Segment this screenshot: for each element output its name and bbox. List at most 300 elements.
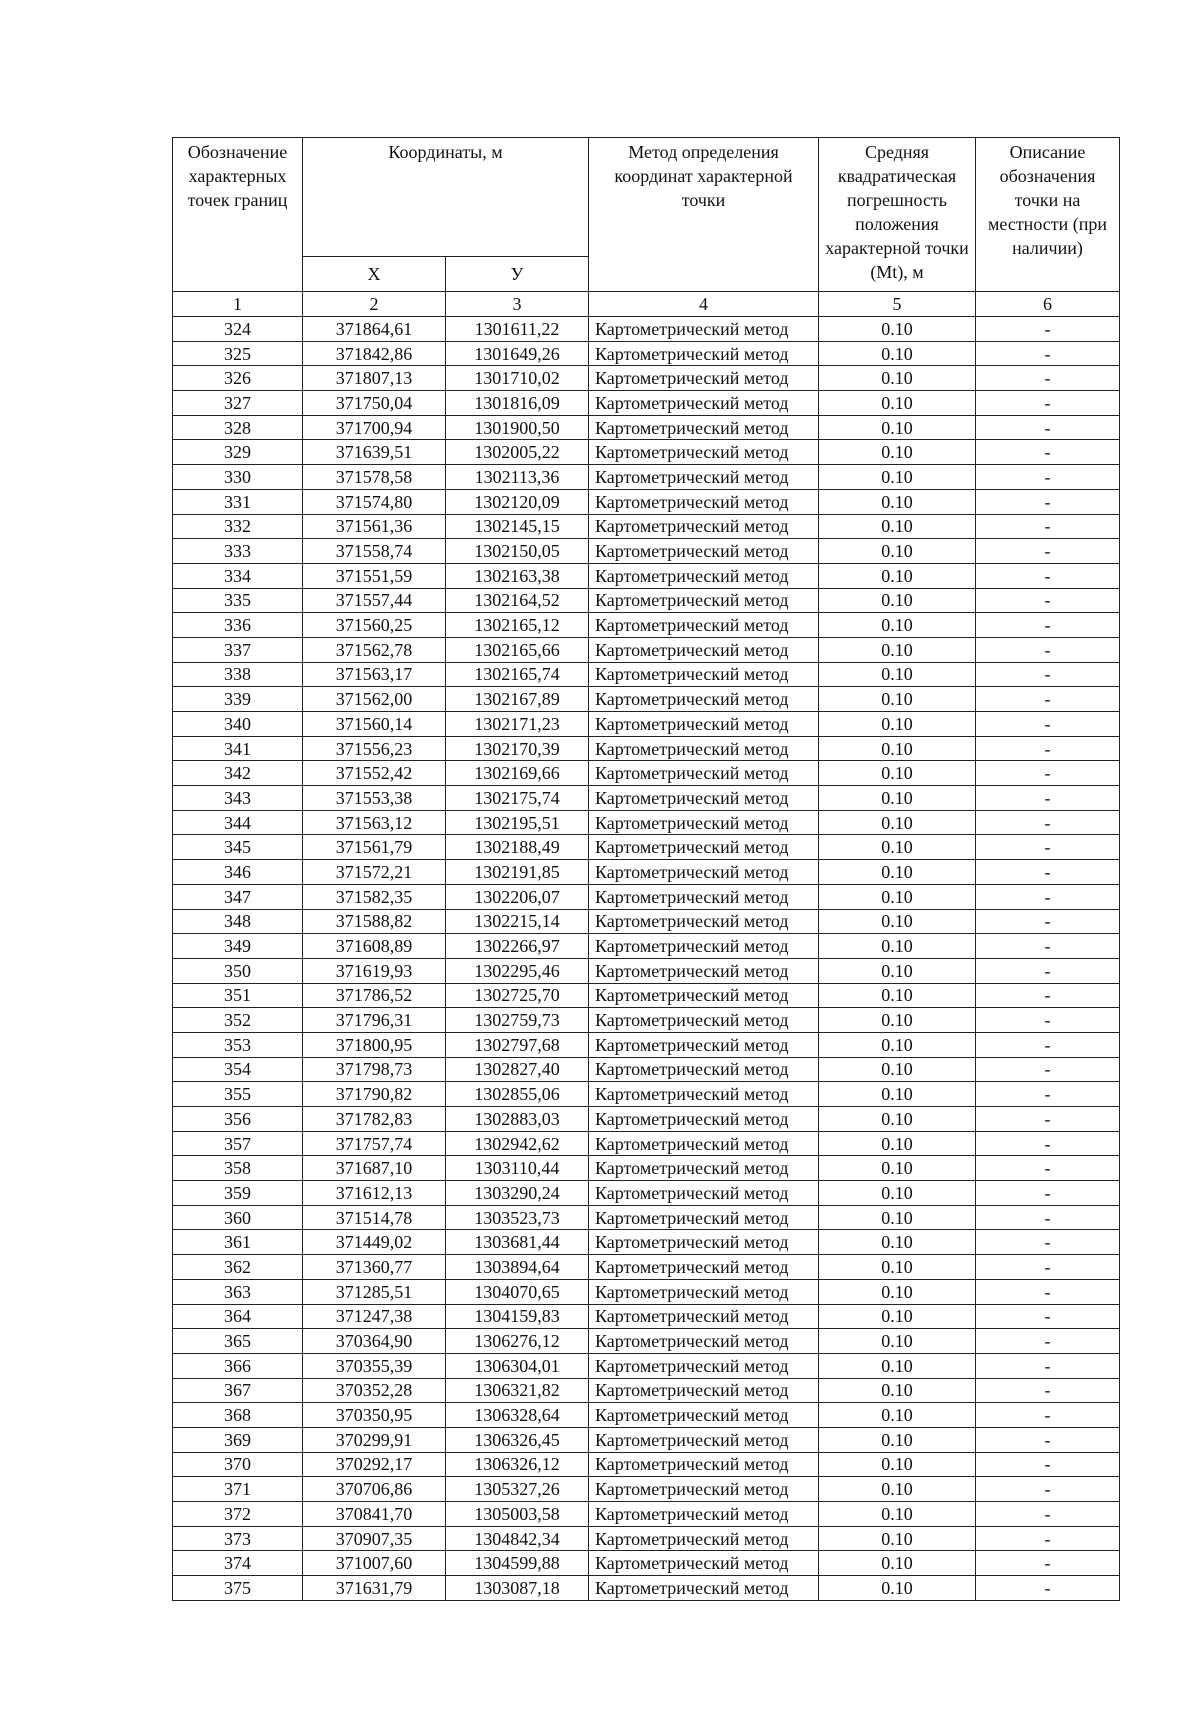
- x-coordinate-cell: 371800,95: [303, 1032, 446, 1057]
- y-coordinate-cell: 1302855,06: [446, 1082, 589, 1107]
- table-row: [173, 1502, 1120, 1527]
- column-number-row: [173, 292, 1120, 317]
- point-number-cell: 327: [173, 391, 303, 416]
- table-row: [173, 539, 1120, 564]
- x-coordinate-cell: 371562,00: [303, 687, 446, 712]
- error-cell: 0.10: [819, 1082, 976, 1107]
- error-cell: 0.10: [819, 440, 976, 465]
- y-coordinate-cell: 1301710,02: [446, 366, 589, 391]
- table-row: [173, 366, 1120, 391]
- error-cell: 0.10: [819, 1304, 976, 1329]
- point-number-cell: 362: [173, 1255, 303, 1280]
- x-coordinate-cell: 370706,86: [303, 1477, 446, 1502]
- point-number-cell: 334: [173, 563, 303, 588]
- error-cell: 0.10: [819, 1255, 976, 1280]
- y-coordinate-cell: 1302266,97: [446, 934, 589, 959]
- x-coordinate-cell: 371619,93: [303, 958, 446, 983]
- description-cell: -: [976, 1502, 1120, 1527]
- description-cell: -: [976, 860, 1120, 885]
- header-error: [819, 138, 976, 292]
- table-row: [173, 884, 1120, 909]
- x-coordinate-cell: 371560,14: [303, 712, 446, 737]
- table-row: [173, 1205, 1120, 1230]
- y-coordinate-cell: 1302206,07: [446, 884, 589, 909]
- point-number-cell: 364: [173, 1304, 303, 1329]
- table-row: [173, 810, 1120, 835]
- table-row: [173, 1551, 1120, 1576]
- x-coordinate-cell: 371700,94: [303, 415, 446, 440]
- error-cell: 0.10: [819, 465, 976, 490]
- y-coordinate-cell: 1303523,73: [446, 1205, 589, 1230]
- x-coordinate-cell: 371561,79: [303, 835, 446, 860]
- description-cell: -: [976, 1304, 1120, 1329]
- table-row: [173, 1403, 1120, 1428]
- header-coordinates-label: Координаты, м: [388, 142, 503, 162]
- description-cell: -: [976, 637, 1120, 662]
- error-cell: 0.10: [819, 415, 976, 440]
- error-cell: 0.10: [819, 860, 976, 885]
- description-cell: -: [976, 736, 1120, 761]
- y-coordinate-cell: 1304599,88: [446, 1551, 589, 1576]
- table-row: [173, 736, 1120, 761]
- error-cell: 0.10: [819, 514, 976, 539]
- error-cell: 0.10: [819, 934, 976, 959]
- header-description-label: Описание обозначения точки на местности (при наличии): [988, 142, 1108, 258]
- description-cell: -: [976, 909, 1120, 934]
- x-coordinate-cell: 371757,74: [303, 1131, 446, 1156]
- description-cell: -: [976, 391, 1120, 416]
- point-number-cell: 356: [173, 1107, 303, 1132]
- method-cell: Картометрический метод: [589, 884, 819, 909]
- description-cell: -: [976, 563, 1120, 588]
- y-coordinate-cell: 1302759,73: [446, 1008, 589, 1033]
- description-cell: -: [976, 1156, 1120, 1181]
- table-row: [173, 934, 1120, 959]
- table-row: [173, 1526, 1120, 1551]
- description-cell: -: [976, 588, 1120, 613]
- method-cell: Картометрический метод: [589, 1230, 819, 1255]
- x-coordinate-cell: 370350,95: [303, 1403, 446, 1428]
- point-number-cell: 349: [173, 934, 303, 959]
- coordinates-table: [172, 137, 1120, 1601]
- x-coordinate-cell: 371796,31: [303, 1008, 446, 1033]
- table-row: [173, 637, 1120, 662]
- y-coordinate-cell: 1302797,68: [446, 1032, 589, 1057]
- y-coordinate-cell: 1302188,49: [446, 835, 589, 860]
- x-coordinate-cell: 371449,02: [303, 1230, 446, 1255]
- table-row: [173, 1156, 1120, 1181]
- y-coordinate-cell: 1302169,66: [446, 761, 589, 786]
- table-row: [173, 1452, 1120, 1477]
- point-number-cell: 330: [173, 465, 303, 490]
- method-cell: Картометрический метод: [589, 835, 819, 860]
- error-cell: 0.10: [819, 1329, 976, 1354]
- y-coordinate-cell: 1302827,40: [446, 1057, 589, 1082]
- y-coordinate-cell: 1302167,89: [446, 687, 589, 712]
- error-cell: 0.10: [819, 786, 976, 811]
- table-row: [173, 1107, 1120, 1132]
- error-cell: 0.10: [819, 489, 976, 514]
- header-coordinates: [303, 138, 589, 257]
- method-cell: Картометрический метод: [589, 1427, 819, 1452]
- x-coordinate-cell: 371798,73: [303, 1057, 446, 1082]
- x-coordinate-cell: 371561,36: [303, 514, 446, 539]
- column-number: 5: [819, 292, 976, 317]
- header-method: [589, 138, 819, 292]
- table-row: [173, 514, 1120, 539]
- y-coordinate-cell: 1302942,62: [446, 1131, 589, 1156]
- point-number-cell: 344: [173, 810, 303, 835]
- header-y: У: [446, 257, 589, 292]
- description-cell: -: [976, 1576, 1120, 1601]
- description-cell: -: [976, 465, 1120, 490]
- error-cell: 0.10: [819, 909, 976, 934]
- table-row: [173, 662, 1120, 687]
- error-cell: 0.10: [819, 1205, 976, 1230]
- description-cell: -: [976, 1378, 1120, 1403]
- method-cell: Картометрический метод: [589, 687, 819, 712]
- y-coordinate-cell: 1302883,03: [446, 1107, 589, 1132]
- error-cell: 0.10: [819, 341, 976, 366]
- error-cell: 0.10: [819, 366, 976, 391]
- point-number-cell: 358: [173, 1156, 303, 1181]
- table-row: [173, 317, 1120, 342]
- x-coordinate-cell: 371578,58: [303, 465, 446, 490]
- table-row: [173, 1329, 1120, 1354]
- table-row: [173, 613, 1120, 638]
- description-cell: -: [976, 1329, 1120, 1354]
- point-number-cell: 374: [173, 1551, 303, 1576]
- y-coordinate-cell: 1302164,52: [446, 588, 589, 613]
- description-cell: -: [976, 317, 1120, 342]
- description-cell: -: [976, 1526, 1120, 1551]
- y-coordinate-cell: 1306276,12: [446, 1329, 589, 1354]
- y-coordinate-cell: 1302195,51: [446, 810, 589, 835]
- error-cell: 0.10: [819, 958, 976, 983]
- table-body: [173, 317, 1120, 1601]
- error-cell: 0.10: [819, 1131, 976, 1156]
- description-cell: -: [976, 1353, 1120, 1378]
- method-cell: Картометрический метод: [589, 1205, 819, 1230]
- point-number-cell: 342: [173, 761, 303, 786]
- y-coordinate-cell: 1301900,50: [446, 415, 589, 440]
- y-coordinate-cell: 1303681,44: [446, 1230, 589, 1255]
- point-number-cell: 357: [173, 1131, 303, 1156]
- error-cell: 0.10: [819, 1230, 976, 1255]
- table-row: [173, 1255, 1120, 1280]
- method-cell: Картометрический метод: [589, 810, 819, 835]
- method-cell: Картометрический метод: [589, 958, 819, 983]
- error-cell: 0.10: [819, 1526, 976, 1551]
- point-number-cell: 336: [173, 613, 303, 638]
- method-cell: Картометрический метод: [589, 1477, 819, 1502]
- y-coordinate-cell: 1302165,74: [446, 662, 589, 687]
- error-cell: 0.10: [819, 1452, 976, 1477]
- point-number-cell: 325: [173, 341, 303, 366]
- description-cell: -: [976, 786, 1120, 811]
- point-number-cell: 360: [173, 1205, 303, 1230]
- error-cell: 0.10: [819, 1057, 976, 1082]
- error-cell: 0.10: [819, 1576, 976, 1601]
- y-coordinate-cell: 1302171,23: [446, 712, 589, 737]
- x-coordinate-cell: 371687,10: [303, 1156, 446, 1181]
- y-coordinate-cell: 1303290,24: [446, 1181, 589, 1206]
- x-coordinate-cell: 371007,60: [303, 1551, 446, 1576]
- method-cell: Картометрический метод: [589, 736, 819, 761]
- x-coordinate-cell: 371639,51: [303, 440, 446, 465]
- method-cell: Картометрический метод: [589, 983, 819, 1008]
- x-coordinate-cell: 371285,51: [303, 1279, 446, 1304]
- error-cell: 0.10: [819, 1279, 976, 1304]
- description-cell: -: [976, 415, 1120, 440]
- point-number-cell: 339: [173, 687, 303, 712]
- y-coordinate-cell: 1302295,46: [446, 958, 589, 983]
- method-cell: Картометрический метод: [589, 514, 819, 539]
- table-row: [173, 1008, 1120, 1033]
- error-cell: 0.10: [819, 835, 976, 860]
- error-cell: 0.10: [819, 1477, 976, 1502]
- table-row: [173, 687, 1120, 712]
- description-cell: -: [976, 514, 1120, 539]
- point-number-cell: 366: [173, 1353, 303, 1378]
- table-row: [173, 1032, 1120, 1057]
- table-row: [173, 958, 1120, 983]
- table-row: [173, 489, 1120, 514]
- x-coordinate-cell: 371360,77: [303, 1255, 446, 1280]
- point-number-cell: 361: [173, 1230, 303, 1255]
- x-coordinate-cell: 370907,35: [303, 1526, 446, 1551]
- method-cell: Картометрический метод: [589, 391, 819, 416]
- method-cell: Картометрический метод: [589, 489, 819, 514]
- error-cell: 0.10: [819, 613, 976, 638]
- error-cell: 0.10: [819, 761, 976, 786]
- x-coordinate-cell: 371551,59: [303, 563, 446, 588]
- method-cell: Картометрический метод: [589, 317, 819, 342]
- table-row: [173, 1279, 1120, 1304]
- header-description: [976, 138, 1120, 292]
- x-coordinate-cell: 371552,42: [303, 761, 446, 786]
- y-coordinate-cell: 1302215,14: [446, 909, 589, 934]
- point-number-cell: 338: [173, 662, 303, 687]
- table-row: [173, 1082, 1120, 1107]
- point-number-cell: 352: [173, 1008, 303, 1033]
- header-x: X: [303, 257, 446, 292]
- table-row: [173, 563, 1120, 588]
- point-number-cell: 375: [173, 1576, 303, 1601]
- y-coordinate-cell: 1302725,70: [446, 983, 589, 1008]
- header-point-designation: [173, 138, 303, 292]
- point-number-cell: 337: [173, 637, 303, 662]
- y-coordinate-cell: 1304842,34: [446, 1526, 589, 1551]
- y-coordinate-cell: 1302165,66: [446, 637, 589, 662]
- x-coordinate-cell: 371557,44: [303, 588, 446, 613]
- x-coordinate-cell: 371631,79: [303, 1576, 446, 1601]
- x-coordinate-cell: 371790,82: [303, 1082, 446, 1107]
- x-coordinate-cell: 371842,86: [303, 341, 446, 366]
- x-coordinate-cell: 371560,25: [303, 613, 446, 638]
- column-number: 2: [303, 292, 446, 317]
- x-coordinate-cell: 371247,38: [303, 1304, 446, 1329]
- x-coordinate-cell: 370292,17: [303, 1452, 446, 1477]
- description-cell: -: [976, 958, 1120, 983]
- description-cell: -: [976, 1230, 1120, 1255]
- header-method-label: Метод определения координат характерной точки: [614, 142, 793, 210]
- table-row: [173, 1181, 1120, 1206]
- description-cell: -: [976, 613, 1120, 638]
- y-coordinate-cell: 1302170,39: [446, 736, 589, 761]
- method-cell: Картометрический метод: [589, 1329, 819, 1354]
- point-number-cell: 363: [173, 1279, 303, 1304]
- error-cell: 0.10: [819, 637, 976, 662]
- description-cell: -: [976, 712, 1120, 737]
- description-cell: -: [976, 1057, 1120, 1082]
- error-cell: 0.10: [819, 1427, 976, 1452]
- description-cell: -: [976, 810, 1120, 835]
- method-cell: Картометрический метод: [589, 341, 819, 366]
- error-cell: 0.10: [819, 810, 976, 835]
- error-cell: 0.10: [819, 712, 976, 737]
- error-cell: 0.10: [819, 563, 976, 588]
- y-coordinate-cell: 1302150,05: [446, 539, 589, 564]
- point-number-cell: 345: [173, 835, 303, 860]
- error-cell: 0.10: [819, 588, 976, 613]
- point-number-cell: 348: [173, 909, 303, 934]
- y-coordinate-cell: 1303110,44: [446, 1156, 589, 1181]
- description-cell: -: [976, 539, 1120, 564]
- description-cell: -: [976, 489, 1120, 514]
- method-cell: Картометрический метод: [589, 1032, 819, 1057]
- y-coordinate-cell: 1301649,26: [446, 341, 589, 366]
- x-coordinate-cell: 371750,04: [303, 391, 446, 416]
- method-cell: Картометрический метод: [589, 1304, 819, 1329]
- method-cell: Картометрический метод: [589, 1008, 819, 1033]
- point-number-cell: 359: [173, 1181, 303, 1206]
- table-row: [173, 712, 1120, 737]
- method-cell: Картометрический метод: [589, 1131, 819, 1156]
- error-cell: 0.10: [819, 884, 976, 909]
- point-number-cell: 370: [173, 1452, 303, 1477]
- error-cell: 0.10: [819, 1181, 976, 1206]
- y-coordinate-cell: 1306326,12: [446, 1452, 589, 1477]
- error-cell: 0.10: [819, 1032, 976, 1057]
- point-number-cell: 351: [173, 983, 303, 1008]
- error-cell: 0.10: [819, 1502, 976, 1527]
- table-row: [173, 1427, 1120, 1452]
- point-number-cell: 329: [173, 440, 303, 465]
- point-number-cell: 350: [173, 958, 303, 983]
- method-cell: Картометрический метод: [589, 1107, 819, 1132]
- table-row: [173, 391, 1120, 416]
- table-row: [173, 465, 1120, 490]
- error-cell: 0.10: [819, 1551, 976, 1576]
- point-number-cell: 355: [173, 1082, 303, 1107]
- table-row: [173, 835, 1120, 860]
- error-cell: 0.10: [819, 1353, 976, 1378]
- x-coordinate-cell: 371563,17: [303, 662, 446, 687]
- method-cell: Картометрический метод: [589, 1551, 819, 1576]
- point-number-cell: 324: [173, 317, 303, 342]
- method-cell: Картометрический метод: [589, 563, 819, 588]
- method-cell: Картометрический метод: [589, 1279, 819, 1304]
- error-cell: 0.10: [819, 687, 976, 712]
- point-number-cell: 341: [173, 736, 303, 761]
- x-coordinate-cell: 371786,52: [303, 983, 446, 1008]
- method-cell: Картометрический метод: [589, 1403, 819, 1428]
- x-coordinate-cell: 370299,91: [303, 1427, 446, 1452]
- point-number-cell: 367: [173, 1378, 303, 1403]
- table-row: [173, 1230, 1120, 1255]
- error-cell: 0.10: [819, 662, 976, 687]
- x-coordinate-cell: 371574,80: [303, 489, 446, 514]
- y-coordinate-cell: 1305327,26: [446, 1477, 589, 1502]
- method-cell: Картометрический метод: [589, 366, 819, 391]
- table-row: [173, 761, 1120, 786]
- method-cell: Картометрический метод: [589, 588, 819, 613]
- y-coordinate-cell: 1301816,09: [446, 391, 589, 416]
- point-number-cell: 369: [173, 1427, 303, 1452]
- method-cell: Картометрический метод: [589, 539, 819, 564]
- x-coordinate-cell: 370352,28: [303, 1378, 446, 1403]
- point-number-cell: 326: [173, 366, 303, 391]
- method-cell: Картометрический метод: [589, 934, 819, 959]
- method-cell: Картометрический метод: [589, 1526, 819, 1551]
- method-cell: Картометрический метод: [589, 1576, 819, 1601]
- point-number-cell: 328: [173, 415, 303, 440]
- header-point-designation-label: Обозначение характерных точек границ: [187, 142, 288, 210]
- x-coordinate-cell: 371864,61: [303, 317, 446, 342]
- x-coordinate-cell: 371582,35: [303, 884, 446, 909]
- error-cell: 0.10: [819, 1107, 976, 1132]
- table-row: [173, 786, 1120, 811]
- description-cell: -: [976, 1279, 1120, 1304]
- point-number-cell: 365: [173, 1329, 303, 1354]
- method-cell: Картометрический метод: [589, 786, 819, 811]
- table-row: [173, 1378, 1120, 1403]
- description-cell: -: [976, 1032, 1120, 1057]
- point-number-cell: 331: [173, 489, 303, 514]
- description-cell: -: [976, 1082, 1120, 1107]
- method-cell: Картометрический метод: [589, 465, 819, 490]
- error-cell: 0.10: [819, 1378, 976, 1403]
- x-coordinate-cell: 371807,13: [303, 366, 446, 391]
- method-cell: Картометрический метод: [589, 860, 819, 885]
- method-cell: Картометрический метод: [589, 1181, 819, 1206]
- method-cell: Картометрический метод: [589, 1156, 819, 1181]
- y-coordinate-cell: 1303087,18: [446, 1576, 589, 1601]
- point-number-cell: 332: [173, 514, 303, 539]
- y-coordinate-cell: 1306326,45: [446, 1427, 589, 1452]
- table-row: [173, 1576, 1120, 1601]
- description-cell: -: [976, 366, 1120, 391]
- y-coordinate-cell: 1302165,12: [446, 613, 589, 638]
- method-cell: Картометрический метод: [589, 1353, 819, 1378]
- point-number-cell: 373: [173, 1526, 303, 1551]
- y-coordinate-cell: 1303894,64: [446, 1255, 589, 1280]
- method-cell: Картометрический метод: [589, 1082, 819, 1107]
- description-cell: -: [976, 1551, 1120, 1576]
- error-cell: 0.10: [819, 391, 976, 416]
- error-cell: 0.10: [819, 1156, 976, 1181]
- point-number-cell: 371: [173, 1477, 303, 1502]
- point-number-cell: 340: [173, 712, 303, 737]
- y-coordinate-cell: 1306328,64: [446, 1403, 589, 1428]
- description-cell: -: [976, 1255, 1120, 1280]
- y-coordinate-cell: 1302145,15: [446, 514, 589, 539]
- error-cell: 0.10: [819, 539, 976, 564]
- error-cell: 0.10: [819, 736, 976, 761]
- point-number-cell: 347: [173, 884, 303, 909]
- description-cell: -: [976, 662, 1120, 687]
